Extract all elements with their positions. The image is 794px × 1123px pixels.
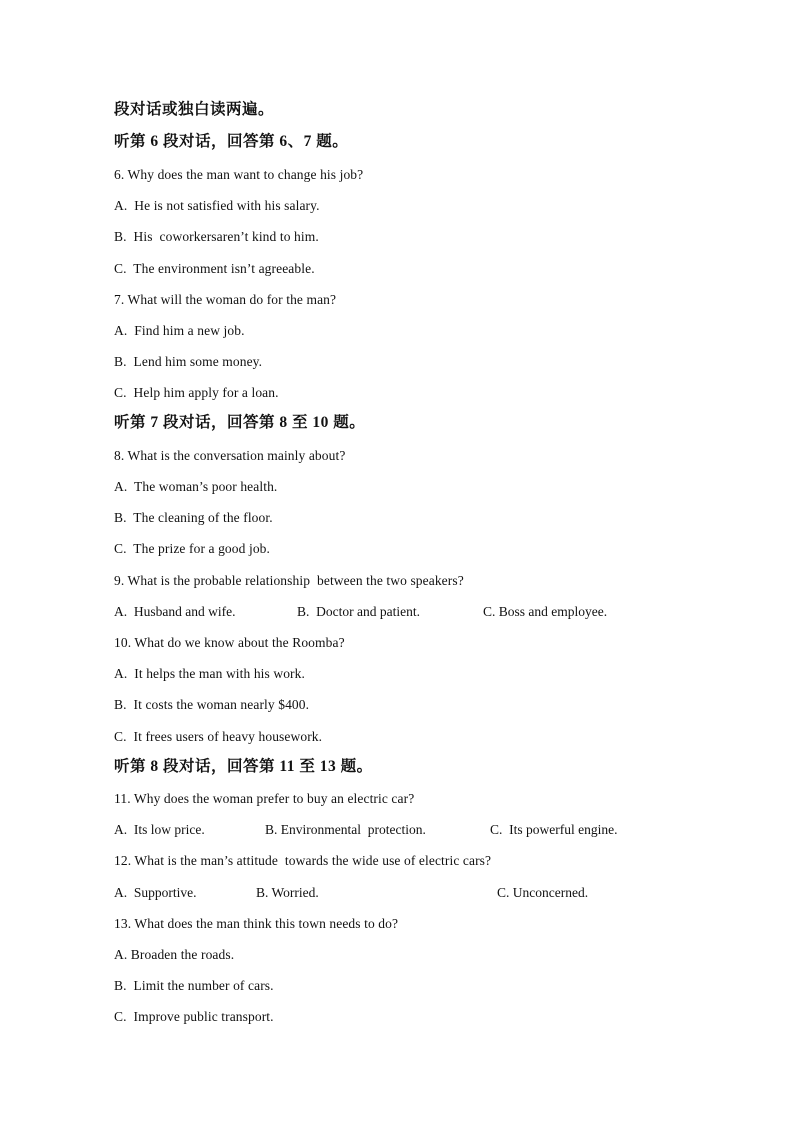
option-10c: C. It frees users of heavy housework. xyxy=(114,729,323,744)
option-9b: B. Doctor and patient. xyxy=(297,604,420,619)
option-12b: B. Worried. xyxy=(256,885,319,900)
option-6c: C. The environment isn’t agreeable. xyxy=(114,261,315,276)
question-7: 7. What will the woman do for the man? xyxy=(114,292,337,307)
option-6a: A. He is not satisfied with his salary. xyxy=(114,198,320,213)
question-13: 13. What does the man think this town needs to do? xyxy=(114,916,399,931)
question-12: 12. What is the man’s attitude towards the wide use of electric cars? xyxy=(114,853,492,868)
question-6: 6. Why does the man want to change his job? xyxy=(114,167,364,182)
section-heading-7: 听第 7 段对话，回答第 8 至 10 题。 xyxy=(114,414,366,431)
option-8b: B. The cleaning of the floor. xyxy=(114,510,273,525)
options-row-12 xyxy=(114,884,714,902)
section-heading-8: 听第 8 段对话，回答第 11 至 13 题。 xyxy=(114,758,373,775)
option-12a: A. Supportive. xyxy=(114,885,197,900)
option-13a: A. Broaden the roads. xyxy=(114,947,235,962)
option-8a: A. The woman’s poor health. xyxy=(114,479,278,494)
section-intro: 段对话或独白读两遍。 xyxy=(114,101,275,118)
options-row-9 xyxy=(114,603,714,621)
option-13c: C. Improve public transport. xyxy=(114,1009,274,1024)
options-row-11 xyxy=(114,821,714,839)
option-7c: C. Help him apply for a loan. xyxy=(114,385,279,400)
option-9a: A. Husband and wife. xyxy=(114,604,236,619)
option-6b: B. His coworkersaren’t kind to him. xyxy=(114,229,319,244)
question-9: 9. What is the probable relationship between the two speakers? xyxy=(114,573,464,588)
option-8c: C. The prize for a good job. xyxy=(114,541,270,556)
option-12c: C. Unconcerned. xyxy=(497,885,589,900)
question-10: 10. What do we know about the Roomba? xyxy=(114,635,345,650)
option-9c: C. Boss and employee. xyxy=(483,604,608,619)
option-11a: A. Its low price. xyxy=(114,822,205,837)
option-11c: C. Its powerful engine. xyxy=(490,822,618,837)
option-10a: A. It helps the man with his work. xyxy=(114,666,305,681)
section-heading-6: 听第 6 段对话，回答第 6、7 题。 xyxy=(114,133,349,150)
option-10b: B. It costs the woman nearly $400. xyxy=(114,697,310,712)
option-11b: B. Environmental protection. xyxy=(265,822,426,837)
option-7a: A. Find him a new job. xyxy=(114,323,245,338)
option-13b: B. Limit the number of cars. xyxy=(114,978,274,993)
option-7b: B. Lend him some money. xyxy=(114,354,263,369)
question-11: 11. Why does the woman prefer to buy an electric car? xyxy=(114,791,415,806)
question-8: 8. What is the conversation mainly about? xyxy=(114,448,346,463)
